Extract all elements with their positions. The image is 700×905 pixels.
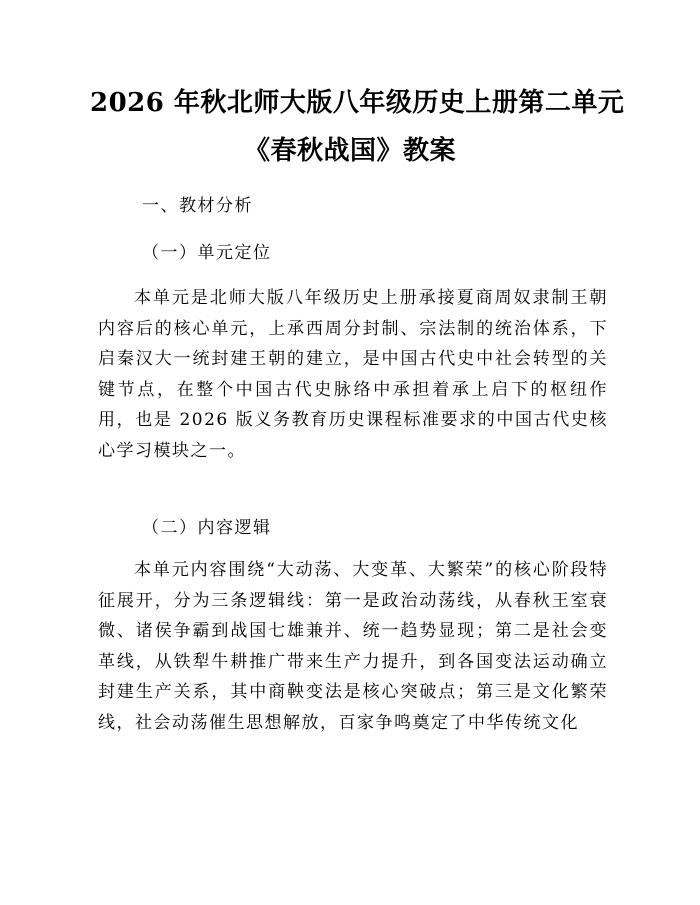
document-title-line1: 2026 年秋北师大版八年级历史上册第二单元 [90,88,625,118]
subsection-heading-unit-positioning: （一）单元定位 [142,243,272,263]
paragraph-unit-positioning: 本单元是北师大版八年级历史上册承接夏商周奴隶制王朝内容后的核心单元，上承西周分封制、宗法制的统治体系，下启秦汉大一统封建王朝的建立，是中国古代史中社会转型的关键节点，在整个中国古代史脉络中承担着承上启下的枢纽作用，也是 2026 版义务教育历史课程标准要求的中国古代史核心学习模块之一。 [98,288,608,461]
paragraph-content-logic: 本单元内容围绕“大动荡、大变革、大繁荣”的核心阶段特征展开，分为三条逻辑线：第一是政治动荡线，从春秋王室衰微、诸侯争霸到战国七雄兼并、统一趋势显现；第二是社会变革线，从铁犁牛耕推广带来生产力提升，到各国变法运动确立封建生产关系，其中商鞅变法是核心突破点；第三是文化繁荣线，社会动荡催生思想解放，百家争鸣奠定了中华传统文化 [98,560,608,733]
document-title-line2: 《春秋战国》教案 [243,136,456,166]
section-heading-teaching-material-analysis: 一、教材分析 [142,196,253,216]
subsection-heading-content-logic: （二）内容逻辑 [142,518,272,538]
